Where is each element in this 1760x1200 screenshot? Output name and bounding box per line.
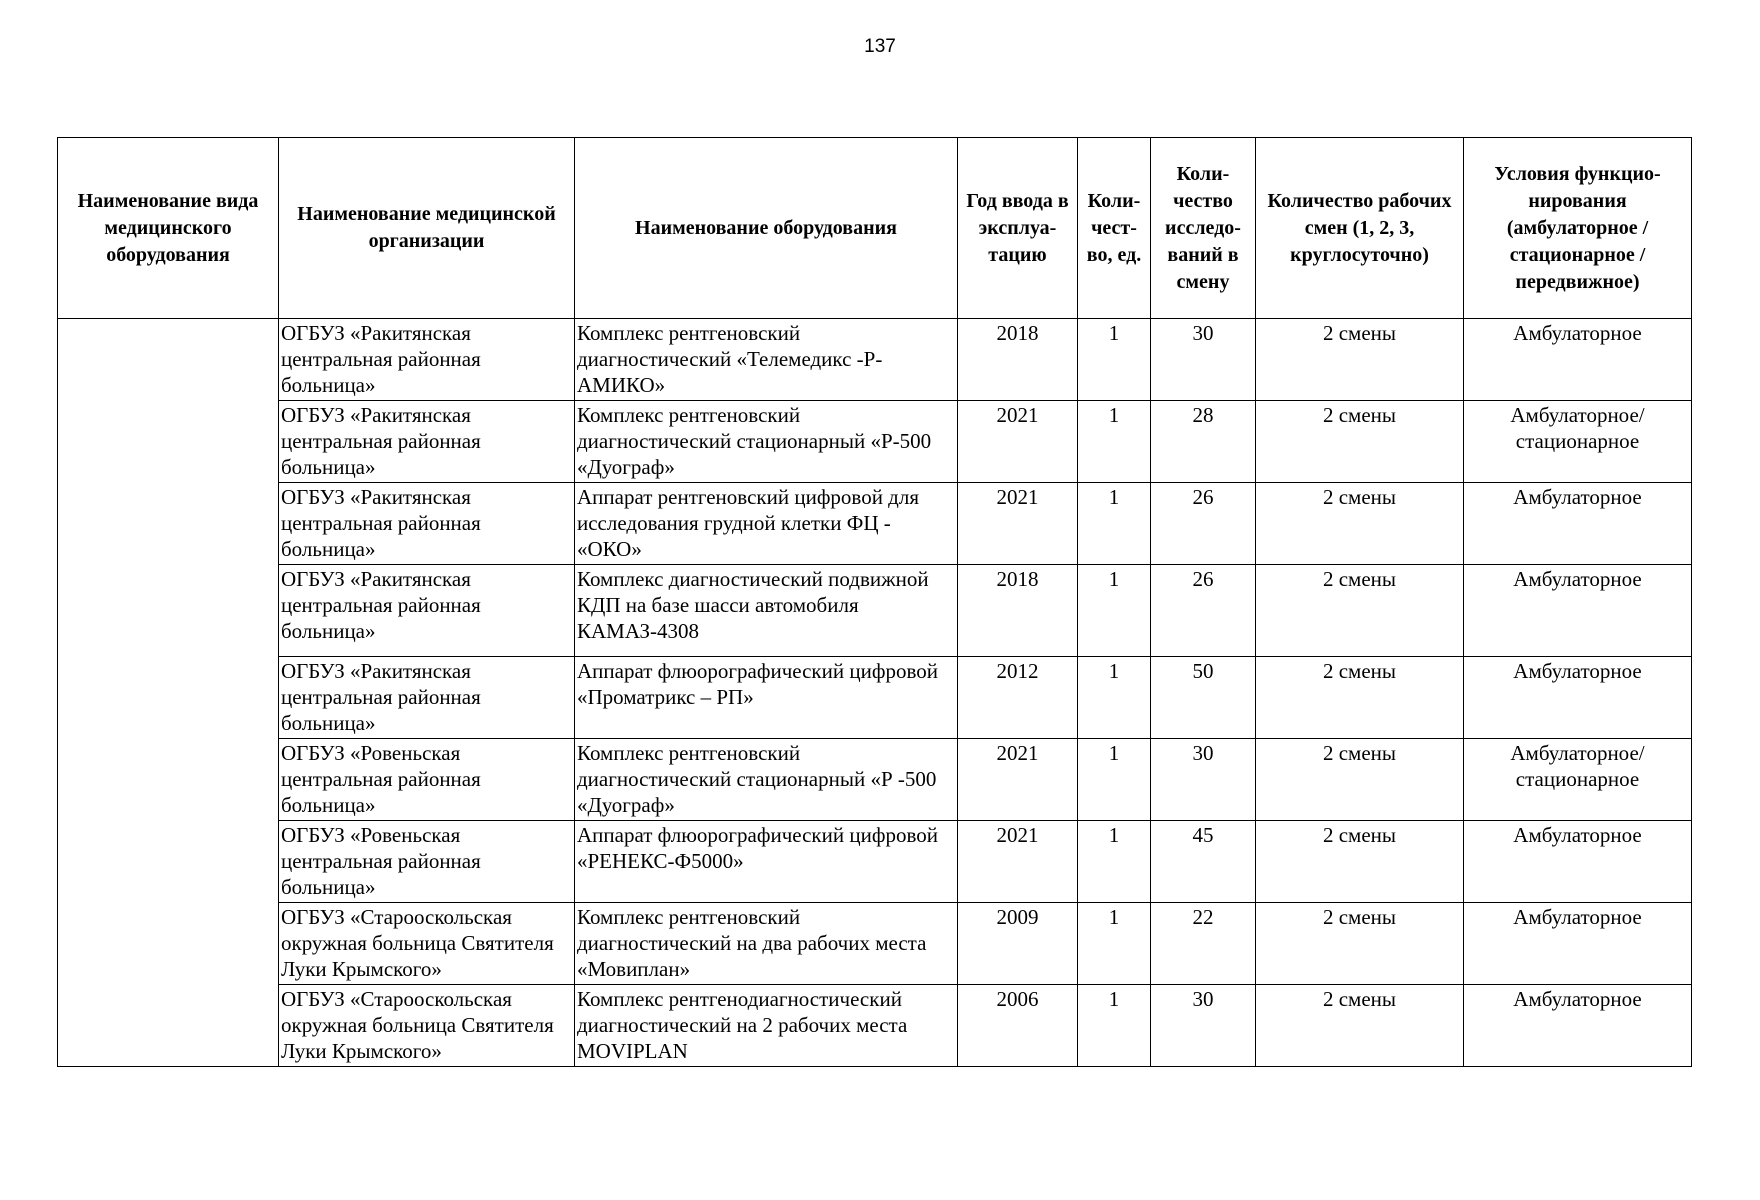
shifts-cell: 2 смены [1256,739,1464,821]
organization-cell: ОГБУЗ «Ракитянская центральная районная больница» [279,565,575,657]
header-shifts: Количество рабочих смен (1, 2, 3, круглосуточно) [1256,138,1464,319]
equipment-cell: Аппарат флюорографический цифровой «Проматрикс – РП» [575,657,958,739]
conditions-cell: Амбулаторное [1464,483,1692,565]
equipment-cell: Комплекс диагностический подвижной КДП на базе шасси автомобиля КАМАЗ-4308 [575,565,958,657]
year-cell: 2018 [958,565,1078,657]
table-row [58,821,1692,903]
quantity-cell: 1 [1078,739,1151,821]
equipment-type-cell [58,319,279,1067]
conditions-cell: Амбулаторное/ стационарное [1464,739,1692,821]
quantity-cell: 1 [1078,985,1151,1067]
quantity-cell: 1 [1078,657,1151,739]
conditions-cell: Амбулаторное [1464,657,1692,739]
organization-cell: ОГБУЗ «Ракитянская центральная районная больница» [279,319,575,401]
header-organization: Наименование медицинской организации [279,138,575,319]
organization-cell: ОГБУЗ «Ровеньская центральная районная больница» [279,821,575,903]
year-cell: 2021 [958,483,1078,565]
page-number: 137 [864,36,896,57]
conditions-cell: Амбулаторное [1464,821,1692,903]
year-cell: 2009 [958,903,1078,985]
conditions-cell: Амбулаторное [1464,565,1692,657]
year-cell: 2018 [958,319,1078,401]
equipment-cell: Аппарат флюорографический цифровой «РЕНЕКС-Ф5000» [575,821,958,903]
header-equipment-name: Наименование оборудования [575,138,958,319]
header-equipment-type: Наименование вида медицинского оборудования [58,138,279,319]
table-row [58,657,1692,739]
studies-cell: 26 [1151,483,1256,565]
organization-cell: ОГБУЗ «Ракитянская центральная районная больница» [279,401,575,483]
equipment-table [57,137,1692,1067]
studies-cell: 26 [1151,565,1256,657]
equipment-cell: Комплекс рентгеновский диагностический стационарный «Р-500 «Дуограф» [575,401,958,483]
shifts-cell: 2 смены [1256,401,1464,483]
header-studies-per-shift: Коли-чество исследо-ваний в смену [1151,138,1256,319]
quantity-cell: 1 [1078,821,1151,903]
shifts-cell: 2 смены [1256,985,1464,1067]
studies-cell: 50 [1151,657,1256,739]
organization-cell: ОГБУЗ «Ракитянская центральная районная больница» [279,483,575,565]
table-row [58,565,1692,657]
studies-cell: 22 [1151,903,1256,985]
shifts-cell: 2 смены [1256,903,1464,985]
conditions-cell: Амбулаторное [1464,903,1692,985]
equipment-cell: Комплекс рентгеновский диагностический на два рабочих места «Мовиплан» [575,903,958,985]
table-row [58,319,1692,401]
equipment-cell: Аппарат рентгеновский цифровой для исследования грудной клетки ФЦ - «ОКО» [575,483,958,565]
organization-cell: ОГБУЗ «Ровеньская центральная районная больница» [279,739,575,821]
conditions-cell: Амбулаторное [1464,319,1692,401]
studies-cell: 30 [1151,985,1256,1067]
conditions-cell: Амбулаторное [1464,985,1692,1067]
conditions-cell: Амбулаторное/ стационарное [1464,401,1692,483]
organization-cell: ОГБУЗ «Старооскольская окружная больница Святителя Луки Крымского» [279,903,575,985]
quantity-cell: 1 [1078,565,1151,657]
header-year: Год ввода в эксплуа-тацию [958,138,1078,319]
studies-cell: 28 [1151,401,1256,483]
equipment-cell: Комплекс рентгенодиагностический диагностический на 2 рабочих места MOVIPLAN [575,985,958,1067]
header-row [58,138,1692,319]
studies-cell: 45 [1151,821,1256,903]
studies-cell: 30 [1151,739,1256,821]
shifts-cell: 2 смены [1256,657,1464,739]
year-cell: 2021 [958,401,1078,483]
header-quantity: Коли-чест-во, ед. [1078,138,1151,319]
table-row [58,739,1692,821]
quantity-cell: 1 [1078,903,1151,985]
table-row [58,483,1692,565]
year-cell: 2021 [958,739,1078,821]
organization-cell: ОГБУЗ «Ракитянская центральная районная больница» [279,657,575,739]
quantity-cell: 1 [1078,483,1151,565]
equipment-cell: Комплекс рентгеновский диагностический стационарный «Р -500 «Дуограф» [575,739,958,821]
table-row [58,401,1692,483]
year-cell: 2006 [958,985,1078,1067]
quantity-cell: 1 [1078,401,1151,483]
table-row [58,985,1692,1067]
year-cell: 2012 [958,657,1078,739]
header-conditions: Условия функцио-нирования (амбулаторное / стационарное / передвижное) [1464,138,1692,319]
studies-cell: 30 [1151,319,1256,401]
shifts-cell: 2 смены [1256,821,1464,903]
year-cell: 2021 [958,821,1078,903]
shifts-cell: 2 смены [1256,319,1464,401]
table-row [58,903,1692,985]
organization-cell: ОГБУЗ «Старооскольская окружная больница Святителя Луки Крымского» [279,985,575,1067]
equipment-cell: Комплекс рентгеновский диагностический «Телемедикс -Р-АМИКО» [575,319,958,401]
quantity-cell: 1 [1078,319,1151,401]
shifts-cell: 2 смены [1256,483,1464,565]
shifts-cell: 2 смены [1256,565,1464,657]
